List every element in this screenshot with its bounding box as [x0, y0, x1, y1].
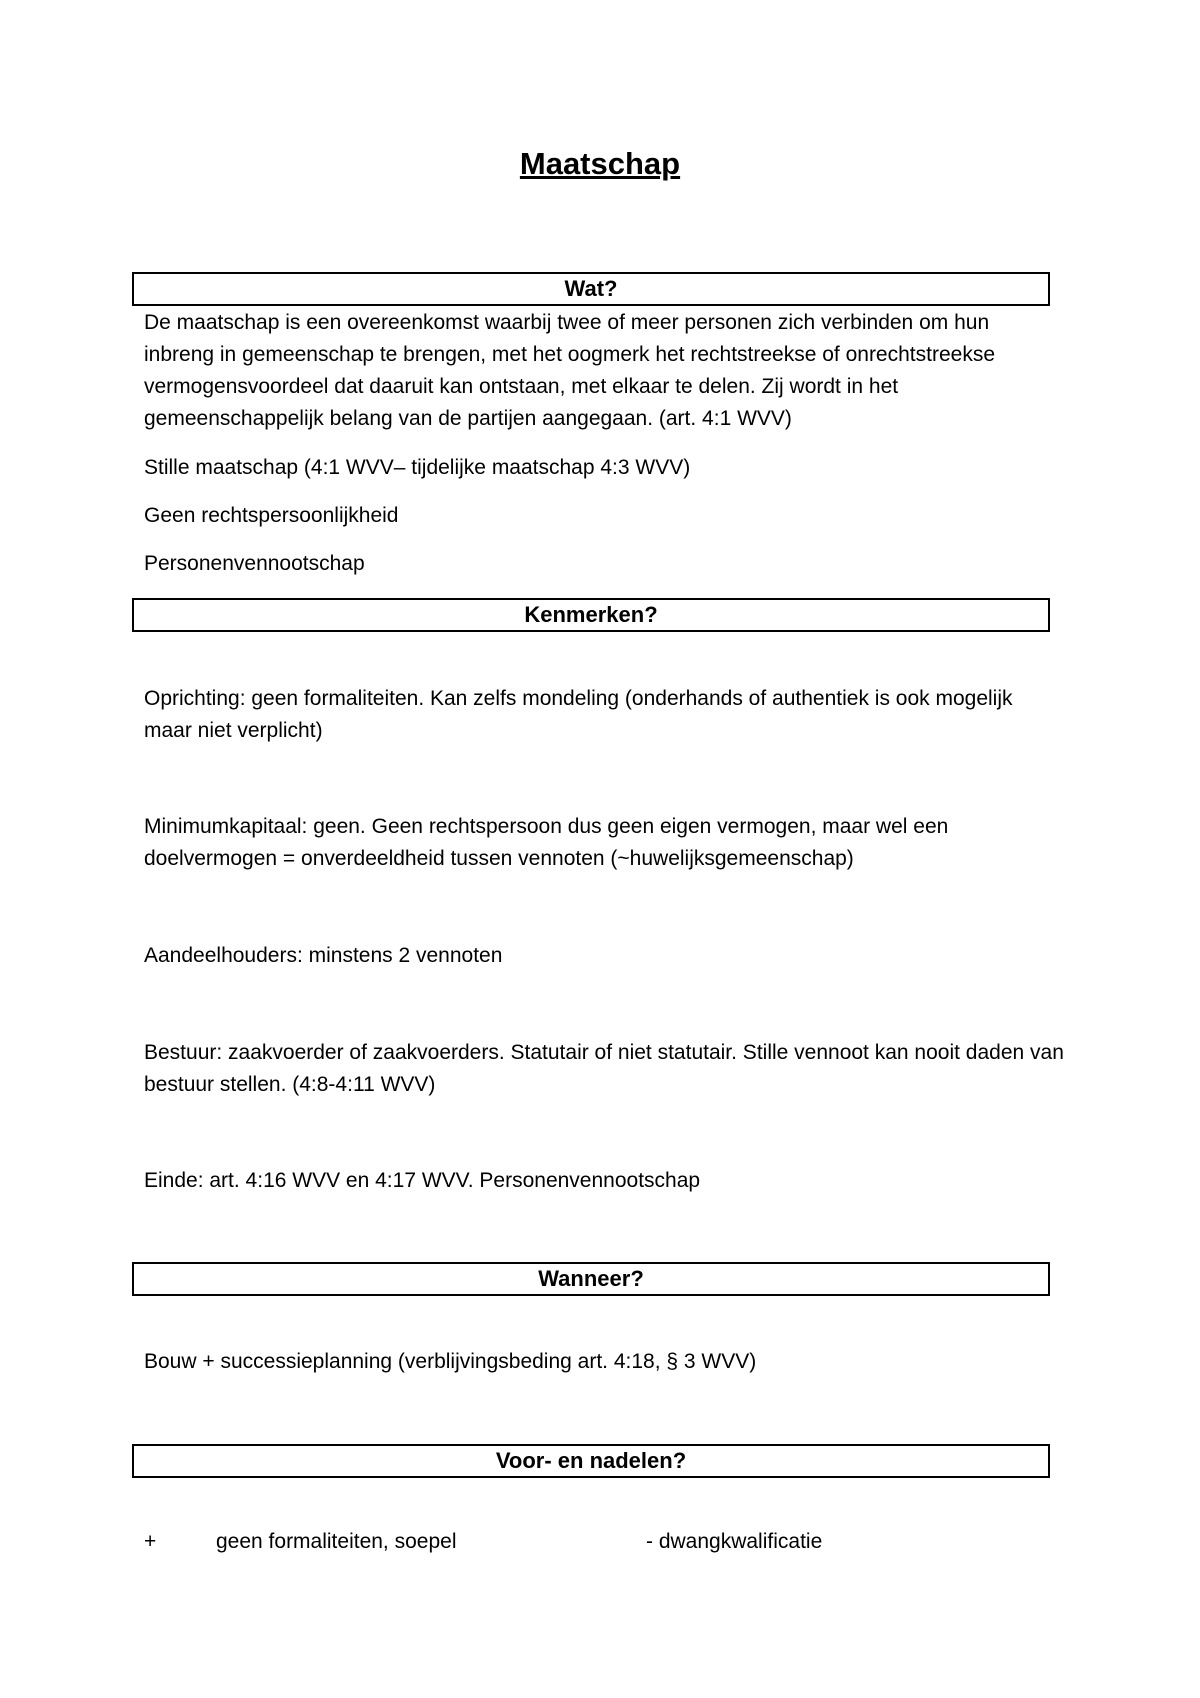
kenmerk-einde: Einde: art. 4:16 WVV en 4:17 WVV. Personenvennootschap: [144, 1169, 701, 1192]
nadeel-text: - dwangkwalificatie: [646, 1530, 823, 1553]
section-heading-wat: Wat?: [132, 272, 1050, 306]
kenmerk-minimumkapitaal: Minimumkapitaal: geen. Geen rechtspersoon dus geen eigen vermogen, maar wel een doelvermogen = onverdeeldheid tussen vennoten (~huwelijksgemeenschap): [144, 815, 949, 870]
section-heading-voor-nadelen: Voor- en nadelen?: [132, 1444, 1050, 1478]
kenmerk-bestuur: Bestuur: zaakvoerder of zaakvoerders. Statutair of niet statutair. Stille vennoot kan nooit daden van bestuur stellen. (4:8-4:11 WVV): [144, 1041, 1064, 1096]
section-heading-kenmerken: Kenmerken?: [132, 598, 1050, 632]
wat-rechtspersoonlijkheid: Geen rechtspersoonlijkheid: [144, 504, 399, 527]
wat-definition: De maatschap is een overeenkomst waarbij twee of meer personen zich verbinden om hun inbreng in gemeenschap te brengen, met het oogmerk het rechtstreekse of onrechtstreekse vermogensvoordeel dat daaruit kan ontstaan, met elkaar te delen. Zij wordt in het gemeenschappelijk belang van de partijen aangegaan. (art. 4:1 WVV): [144, 311, 995, 430]
section-heading-wanneer: Wanneer?: [132, 1262, 1050, 1296]
wat-personenvennootschap: Personenvennootschap: [144, 552, 365, 575]
voordeel-text: geen formaliteiten, soepel: [216, 1530, 457, 1553]
wanneer-text: Bouw + successieplanning (verblijvingsbeding art. 4:18, § 3 WVV): [144, 1350, 757, 1373]
kenmerk-aandeelhouders: Aandeelhouders: minstens 2 vennoten: [144, 944, 503, 967]
wat-stille-maatschap: Stille maatschap (4:1 WVV– tijdelijke maatschap 4:3 WVV): [144, 456, 691, 479]
kenmerk-oprichting: Oprichting: geen formaliteiten. Kan zelfs mondeling (onderhands of authentiek is ook mogelijk maar niet verplicht): [144, 687, 1013, 742]
page-title: Maatschap: [519, 146, 681, 181]
plus-symbol: +: [144, 1530, 157, 1553]
